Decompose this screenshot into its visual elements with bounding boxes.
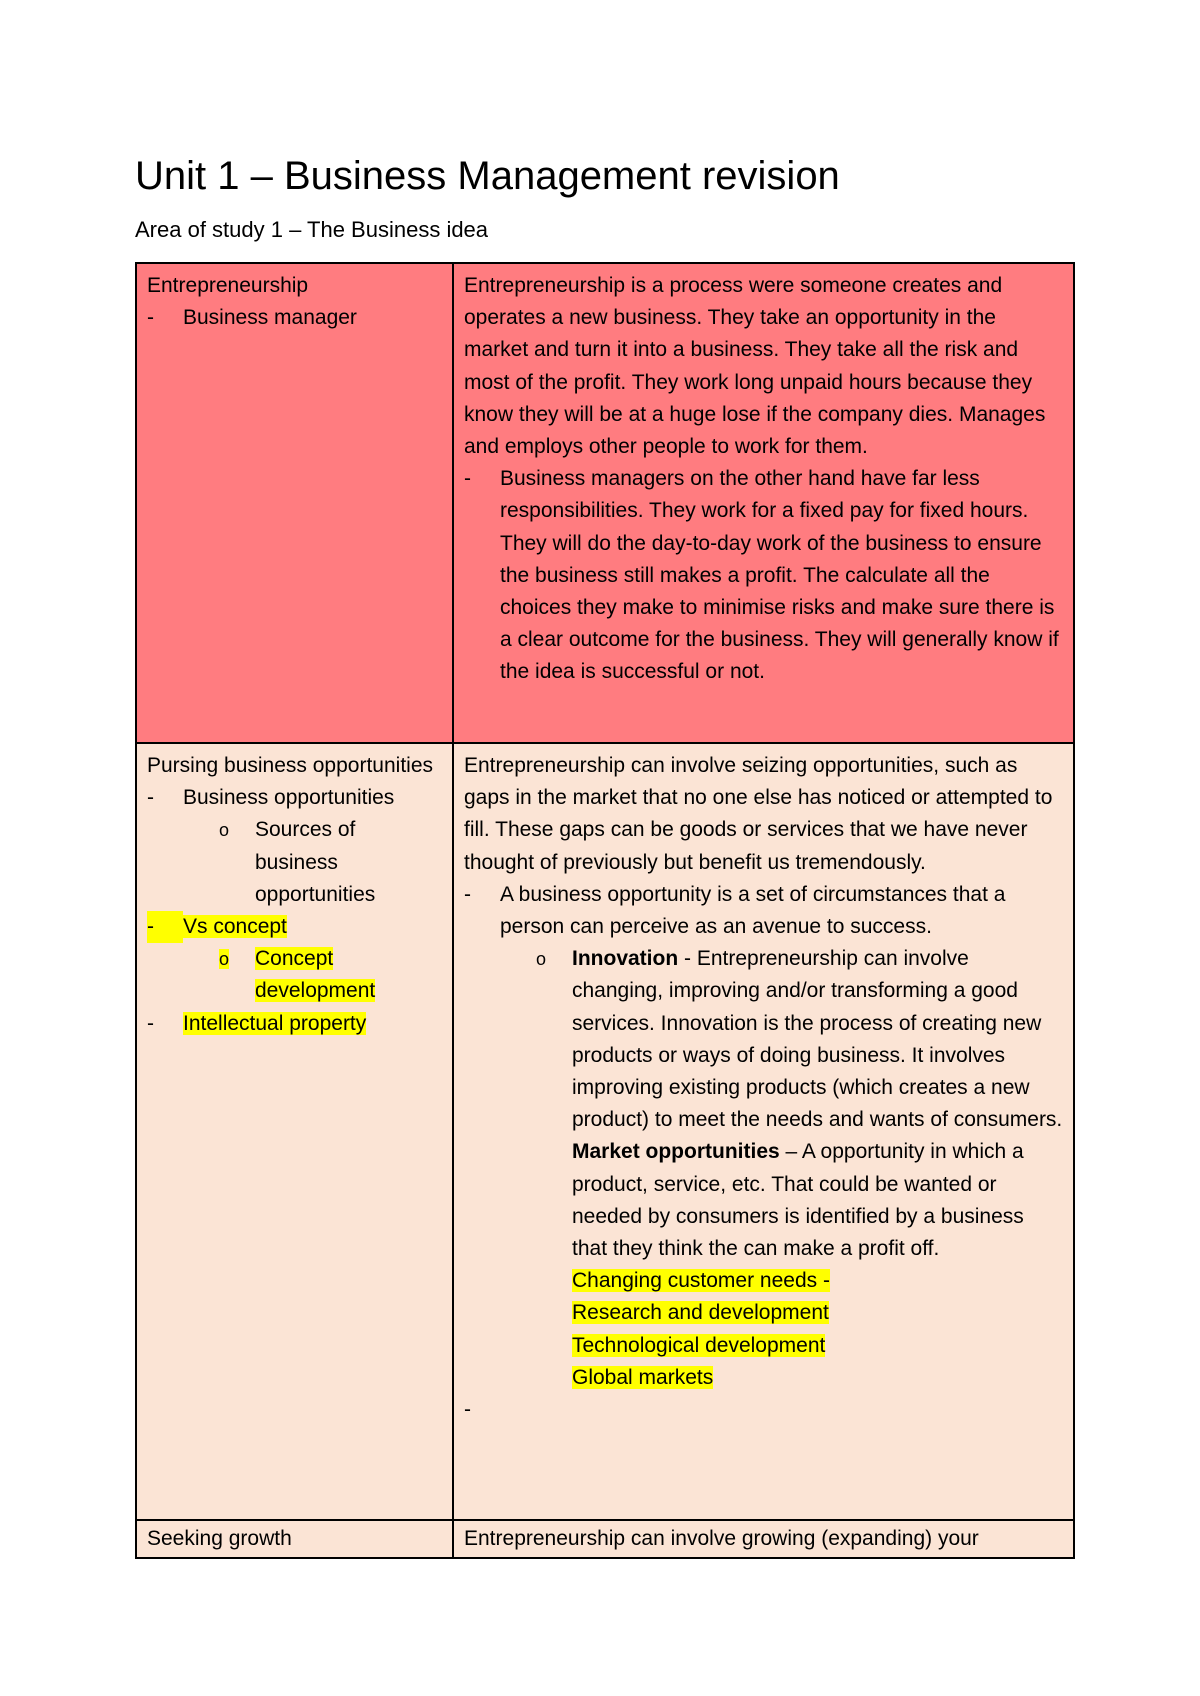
market-text: – A opportunity in which a product, service, etc. That could be wanted or needed by consumers is identified by a business that they think the can make a profit off. (572, 1140, 1024, 1261)
revision-table (135, 262, 1075, 1559)
dash-bullet: - (464, 882, 471, 906)
dash-bullet: - (147, 786, 154, 810)
innovation-label: Innovation (572, 947, 679, 971)
list-item (147, 943, 442, 1007)
table-row (136, 263, 1074, 743)
list-item (147, 1008, 442, 1040)
row2-topic-item-highlighted: Intellectual property (183, 1011, 367, 1035)
row3-notes-cell: Entrepreneurship can involve growing (expanding) your (453, 1520, 1074, 1558)
list-item (464, 879, 1063, 943)
trailing-dash: - (464, 1398, 471, 1422)
document-page (135, 152, 1075, 1559)
row2-topic-item: Business opportunities (183, 786, 395, 810)
circle-bullet: o (219, 820, 230, 841)
page-title: Unit 1 – Business Management revision (135, 154, 840, 198)
market-opportunities-entry (464, 1136, 1063, 1265)
highlighted-line: Research and development (572, 1301, 829, 1325)
row1-topic-cell (136, 263, 453, 743)
row2-topic-cell (136, 743, 453, 1520)
highlighted-line: Changing customer needs - (572, 1269, 830, 1293)
list-item (147, 814, 442, 911)
list-item (464, 463, 1063, 688)
row2-topic-subitem: Sources of business opportunities (255, 818, 376, 906)
highlighted-line: Technological development (572, 1333, 826, 1357)
list-item (147, 302, 442, 334)
list-item (464, 943, 1063, 1136)
row2-notes-paragraph: Entrepreneurship can involve seizing opportunities, such as gaps in the market that no one else has noticed or attempted to fill. These gaps can be goods or services that we have never thought of previously but benefit us tremendously. (464, 754, 1053, 874)
table-row (136, 743, 1074, 1520)
innovation-entry (572, 943, 1063, 1136)
dash-bullet: - (147, 911, 183, 943)
row2-notes-bullet: A business opportunity is a set of circumstances that a person can perceive as an avenue to success. (500, 882, 1006, 939)
row1-notes-cell (453, 263, 1074, 743)
highlighted-line: Global markets (572, 1365, 714, 1389)
dash-bullet: - (147, 306, 154, 330)
row2-topic-heading: Pursing business opportunities (147, 754, 434, 777)
row1-topic-heading: Entrepreneurship (147, 274, 309, 297)
list-item (147, 911, 442, 943)
row2-topic-subitem-highlighted: Concept development (255, 947, 376, 1003)
row3-topic-cell: Seeking growth (136, 1520, 453, 1558)
table-row (136, 1520, 1074, 1558)
row2-notes-cell (453, 743, 1074, 1520)
circle-bullet: o (219, 949, 230, 970)
page-subtitle: Area of study 1 – The Business idea (135, 217, 489, 242)
dash-bullet: - (147, 1011, 154, 1035)
dash-bullet: - (464, 467, 471, 491)
innovation-text: - Entrepreneurship can involve changing, improving and/or transforming a good services. Innovation is the process of creating new products or ways of doing business. It involves improving existing products (which creates a new product) to meet the needs and wants of consumers. (572, 947, 1063, 1132)
market-label: Market opportunities (572, 1140, 780, 1164)
row1-notes-paragraph: Entrepreneurship is a process were someone creates and operates a new business. They take an opportunity in the market and turn it into a business. They take all the risk and most of the profit. They work long unpaid hours because they know they will be at a huge lose if the company dies. Manages and employs other people to work for them. (464, 274, 1046, 459)
row2-topic-item-highlighted: Vs concept (183, 915, 287, 939)
row1-notes-bullet: Business managers on the other hand have far less responsibilities. They work for a fixed pay for fixed hours. They will do the day-to-day work of the business to ensure the business still makes a profit. The calculate all the choices they make to minimise risks and make sure there is a clear outcome for the business. They will generally know if the idea is successful or not. (500, 467, 1059, 684)
circle-bullet: o (536, 949, 547, 970)
row1-topic-item: Business manager (183, 306, 357, 330)
list-item (147, 782, 442, 814)
